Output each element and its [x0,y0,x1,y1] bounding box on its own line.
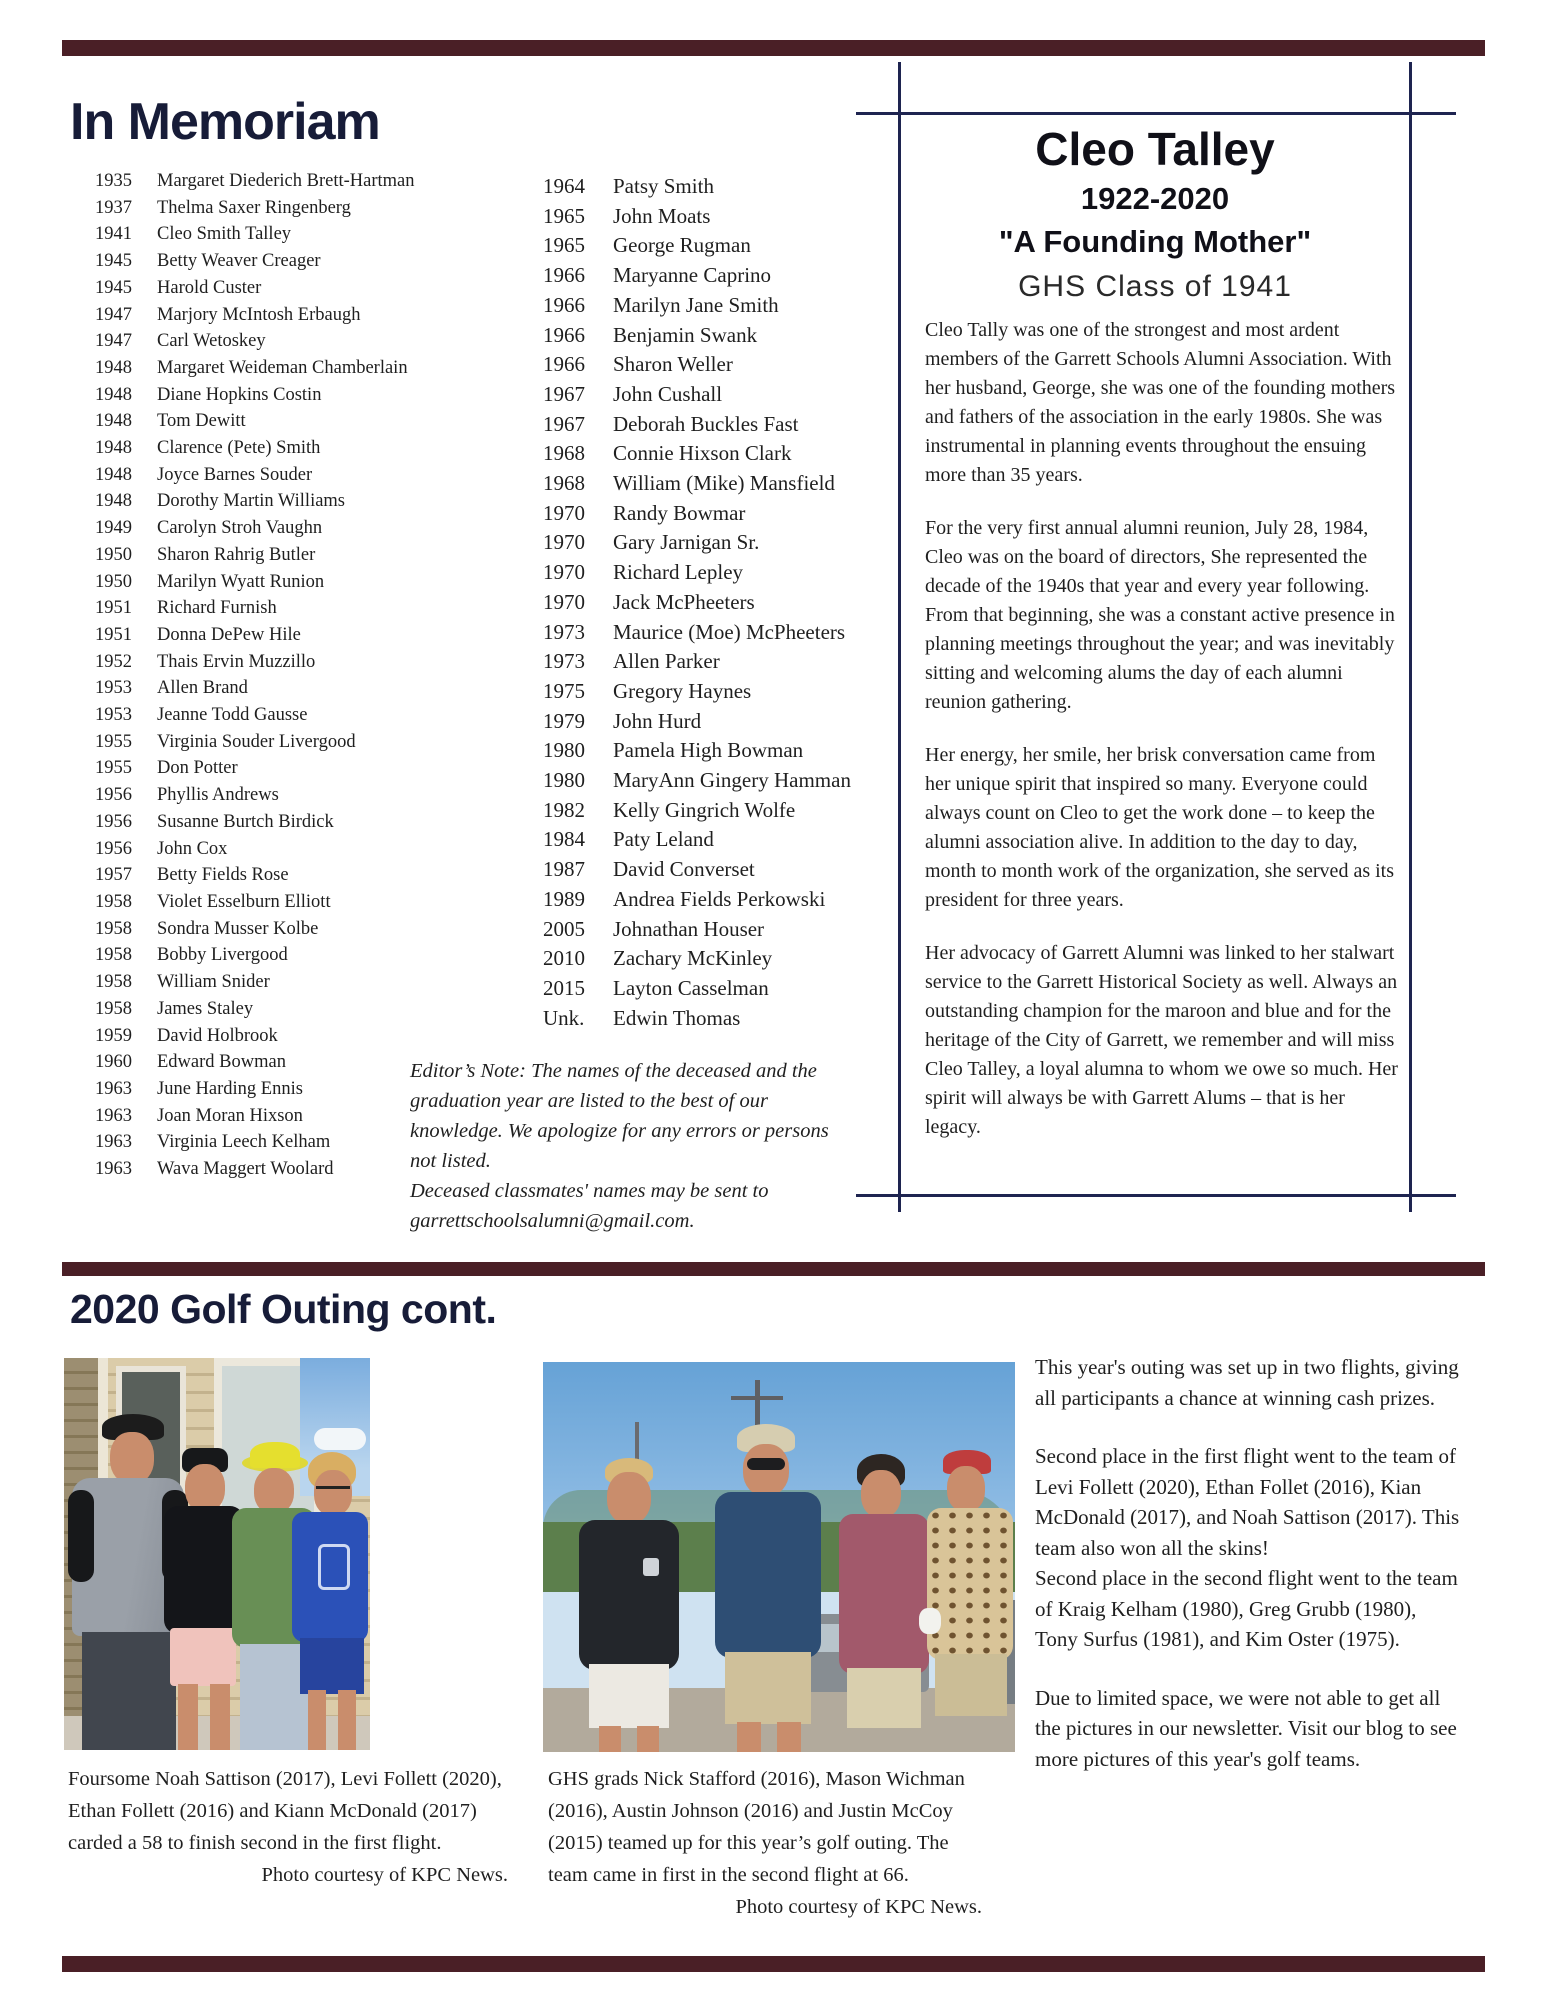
memoriam-entry [95,382,415,409]
memoriam-name: Connie Hixson Clark [613,441,792,466]
cleo-obituary-text [925,316,1405,1142]
memoriam-entry [95,1156,415,1183]
memoriam-year: 1963 [95,1159,132,1180]
memoriam-year: 1980 [543,768,585,793]
memoriam-year: 1979 [543,708,585,733]
golfer-figure-blue-tee [64,1358,370,1750]
memoriam-name: Deborah Buckles Fast [613,411,799,436]
memoriam-name: George Rugman [613,233,751,258]
memoriam-name: Gregory Haynes [613,678,752,703]
memoriam-entry [95,1023,415,1050]
editors-note-contact: Deceased classmates' names may be sent to garrettschoolsalumni@gmail.com. [410,1180,769,1232]
memoriam-name: Johnathan Houser [613,916,765,941]
memoriam-name: Susanne Burtch Birdick [157,811,334,832]
divider-top [62,40,1485,56]
memoriam-name: Virginia Souder Livergood [157,731,356,752]
memoriam-name: John Hurd [613,708,702,733]
memoriam-name: Bobby Livergood [157,945,288,966]
memoriam-entry [95,275,415,302]
memoriam-entry [543,707,851,737]
memoriam-name: Donna DePew Hile [157,624,301,645]
memoriam-year: 1965 [543,203,585,228]
memoriam-name: Randy Bowmar [613,500,746,525]
golfer-figure-leopard-shirt [543,1362,1015,1752]
memoriam-year: 1967 [543,411,585,436]
memoriam-entry [95,1049,415,1076]
memoriam-entry [543,231,851,261]
memoriam-year: 1964 [543,174,585,198]
memoriam-year: 1948 [95,438,132,459]
memoriam-entry [543,410,851,440]
memoriam-name: John Moats [613,203,711,228]
memoriam-entry [95,996,415,1023]
memoriam-name: John Cushall [613,381,723,406]
memoriam-year: 1956 [95,811,132,832]
memoriam-year: 1951 [95,598,132,619]
memoriam-name: Betty Weaver Creager [157,251,321,272]
caption-text: GHS grads Nick Stafford (2016), Mason Wichman (2016), Austin Johnson (2016) and Justin McCoy (2015) teamed up for this year’s golf outing. The team came in first in the second flight at 66. [548,1768,965,1886]
memoriam-entry [95,462,415,489]
memoriam-year: 1947 [95,331,132,352]
editors-note [410,1056,852,1236]
memoriam-entry [95,836,415,863]
memoriam-entry [543,825,851,855]
memoriam-entry [543,677,851,707]
memoriam-name: Paty Leland [613,827,714,852]
memoriam-name: Pamela High Bowman [613,738,804,763]
memoriam-year: 1937 [95,197,132,218]
memoriam-year: 1957 [95,865,132,886]
memoriam-entry [543,736,851,766]
memoriam-name: Maurice (Moe) McPheeters [613,619,846,644]
memoriam-year: 2015 [543,975,585,1000]
memoriam-entry [543,172,851,202]
memoriam-name: William (Mike) Mansfield [613,471,835,496]
memoriam-year: 1948 [95,357,132,378]
memoriam-name: Zachary McKinley [613,946,773,971]
memoriam-year: 1973 [543,649,585,674]
golf-paragraph: Second place in the first flight went to the team of Levi Follett (2020), Ethan Follet (2016), Kian McDonald (2017), and Noah Sattison (2017). This team also won all the skins! [1035,1444,1460,1560]
memoriam-year: 1941 [95,224,132,245]
memoriam-name: Don Potter [157,758,238,779]
memoriam-year: 1958 [95,918,132,939]
memoriam-year: 1956 [95,785,132,806]
cleo-name: Cleo Talley [1035,123,1275,175]
memoriam-year: 1966 [543,263,585,288]
memoriam-year: 1950 [95,544,132,565]
memoriam-entry [95,302,415,329]
memoriam-year: Unk. [543,1005,585,1030]
memoriam-entry [95,969,415,996]
memoriam-name: Margaret Weideman Chamberlain [157,357,408,378]
memoriam-year: 1980 [543,738,585,763]
cleo-paragraph: Cleo Tally was one of the strongest and most ardent members of the Garrett Schools Alumni Association. With her husband, George, she was one of the founding mothers and fathers of the association in the early 1980s. She was instrumental in planning events throughout the ensuing more than 35 years. [925,319,1396,486]
memoriam-entry [543,439,851,469]
memoriam-name: Edwin Thomas [613,1005,741,1030]
memoriam-year: 1948 [95,491,132,512]
memoriam-name: William Snider [157,972,270,993]
memoriam-year: 1955 [95,731,132,752]
memoriam-name: Marjory McIntosh Erbaugh [157,304,361,325]
memoriam-entry [543,796,851,826]
memoriam-entry [543,618,851,648]
memoriam-year: 2005 [543,916,585,941]
cleo-paragraph: Her advocacy of Garrett Alumni was linked to her stalwart service to the Garrett Historical Society as well. Always an outstanding champion for the maroon and blue and for the heritage of the City of Garrett, we remember and will miss Cleo Talley, a loyal alumna to whom we owe so much. Her spirit will always be with Garrett Alums – that is her legacy. [925,942,1398,1138]
memoriam-year: 1959 [95,1025,132,1046]
memoriam-name: Sharon Rahrig Butler [157,544,316,565]
divider-middle [62,1262,1485,1276]
memoriam-entry [95,809,415,836]
memoriam-name: Richard Furnish [157,598,277,619]
memoriam-year: 2010 [543,946,585,971]
memoriam-entry [543,528,851,558]
memoriam-name: Marilyn Wyatt Runion [157,571,325,592]
memoriam-entry [543,1004,851,1034]
memoriam-entry [95,168,415,195]
memoriam-entry [543,499,851,529]
cleo-epithet: "A Founding Mother" [998,224,1312,259]
memoriam-name: Carolyn Stroh Vaughn [157,518,323,539]
memoriam-entry [95,435,415,462]
memoriam-name: Cleo Smith Talley [157,224,292,245]
memoriam-entry [95,542,415,569]
memoriam-name: Thelma Saxer Ringenberg [157,197,351,218]
memoriam-name: Patsy Smith [613,174,714,198]
memoriam-entry [543,885,851,915]
memoriam-entry [95,408,415,435]
memoriam-entry [95,569,415,596]
memoriam-name: Gary Jarnigan Sr. [613,530,760,555]
memoriam-year: 1968 [543,441,585,466]
memoriam-entry [95,675,415,702]
memoriam-name: Sharon Weller [613,352,733,377]
memoriam-entry [543,558,851,588]
memoriam-year: 1960 [95,1052,132,1073]
memoriam-entry [95,916,415,943]
memoriam-entry [95,622,415,649]
memoriam-name: Carl Wetoskey [157,331,266,352]
photo-second-flight-foursome [543,1362,1015,1752]
golf-paragraph: Second place in the second flight went to the team of Kraig Kelham (1980), Greg Grubb (1980), Tony Surfus (1981), and Kim Oster (1975). [1035,1566,1458,1651]
memoriam-year: 1958 [95,945,132,966]
memoriam-entry [95,1076,415,1103]
memoriam-year: 1953 [95,678,132,699]
memoriam-entry [543,855,851,885]
memoriam-entry [95,782,415,809]
memoriam-name: Edward Bowman [157,1052,286,1073]
memoriam-year: 1947 [95,304,132,325]
cleo-paragraph: Her energy, her smile, her brisk conversation came from her unique spirit that inspired so many. Everyone could always count on Cleo to get the work done – to keep the alumni association alive. In addition to the day to day, month to month work of the organization, she served as its president for three years. [925,744,1394,911]
memoriam-year: 1966 [543,352,585,377]
caption-text: Foursome Noah Sattison (2017), Levi Follett (2020), Ethan Follett (2016) and Kiann McDonald (2017) carded a 58 to finish second in the first flight. [68,1768,502,1854]
memoriam-entry [95,649,415,676]
memoriam-year: 1963 [95,1105,132,1126]
cleo-class-line: GHS Class of 1941 [1018,270,1292,303]
memoriam-name: Maryanne Caprino [613,263,772,288]
memoriam-name: June Harding Ennis [157,1078,303,1099]
memoriam-year: 1953 [95,705,132,726]
memoriam-year: 1970 [543,589,585,614]
memoriam-year: 1967 [543,381,585,406]
memoriam-year: 1968 [543,471,585,496]
memoriam-name: Sondra Musser Kolbe [157,918,319,939]
memoriam-year: 1963 [95,1078,132,1099]
cleo-life-years: 1922-2020 [1080,181,1230,216]
memoriam-entry [543,380,851,410]
memoriam-name: Virginia Leech Kelham [157,1132,331,1153]
memoriam-entry [543,647,851,677]
memoriam-name: Richard Lepley [613,560,744,585]
memoriam-entry [95,595,415,622]
memoriam-entry [543,321,851,351]
memoriam-year: 1935 [95,171,132,191]
memoriam-year: 1958 [95,972,132,993]
memoriam-year: 1958 [95,998,132,1019]
memoriam-name: Diane Hopkins Costin [157,384,322,405]
cleo-paragraph: For the very first annual alumni reunion, July 28, 1984, Cleo was on the board of directors, She represented the decade of the 1940s that year and every year following. From that beginning, she was a constant active presence in planning meetings throughout the year; and was inevitably sitting and welcoming alums the day of each alumni reunion gathering. [925,517,1395,713]
memoriam-name: Jack McPheeters [613,589,755,614]
memoriam-year: 1945 [95,277,132,298]
memoriam-year: 1948 [95,384,132,405]
memoriam-year: 1965 [543,233,585,258]
memoriam-year: 1966 [543,292,585,317]
memoriam-year: 1958 [95,891,132,912]
memoriam-name: Allen Parker [613,649,720,674]
memoriam-name: Clarence (Pete) Smith [157,438,321,459]
memoriam-entry [95,729,415,756]
memoriam-year: 1955 [95,758,132,779]
cleo-talley-section [898,120,1412,1166]
memoriam-name: Kelly Gingrich Wolfe [613,797,796,822]
memoriam-entry [543,469,851,499]
memoriam-name: David Converset [613,857,755,882]
memoriam-year: 1966 [543,322,585,347]
memoriam-entry [543,915,851,945]
memoriam-entry [95,355,415,382]
memoriam-year: 1951 [95,624,132,645]
memoriam-entry [543,350,851,380]
memoriam-year: 1982 [543,797,585,822]
golf-outing-text [1035,1352,1460,1802]
photo-credit: Photo courtesy of KPC News. [261,1864,508,1886]
memoriam-name: Allen Brand [157,678,248,699]
memoriam-entry [95,248,415,275]
memoriam-entry [95,488,415,515]
memoriam-year: 1948 [95,411,132,432]
memoriam-entry [543,944,851,974]
memoriam-entry [543,291,851,321]
memoriam-year: 1963 [95,1132,132,1153]
memoriam-name: Thais Ervin Muzzillo [157,651,316,672]
memoriam-year: 1970 [543,530,585,555]
memoriam-entry [543,202,851,232]
memoriam-entry [95,755,415,782]
memoriam-name: Phyllis Andrews [157,785,279,806]
memoriam-year: 1970 [543,560,585,585]
memoriam-list-col2 [543,172,851,1033]
memoriam-entry [543,974,851,1004]
photo-credit: Photo courtesy of KPC News. [735,1896,982,1918]
memoriam-name: Wava Maggert Woolard [157,1159,334,1180]
memoriam-year: 1973 [543,619,585,644]
memoriam-name: Dorothy Martin Williams [157,491,346,512]
golf-outing-title: 2020 Golf Outing cont. [70,1286,497,1332]
memoriam-entry [95,702,415,729]
memoriam-entry [95,221,415,248]
memoriam-entry [543,261,851,291]
memoriam-year: 1984 [543,827,585,852]
memoriam-entry [95,862,415,889]
memoriam-year: 1945 [95,251,132,272]
memoriam-year: 1948 [95,464,132,485]
memoriam-name: Joan Moran Hixson [157,1105,303,1126]
memoriam-year: 1956 [95,838,132,859]
memoriam-year: 1950 [95,571,132,592]
memoriam-year: 1987 [543,857,585,882]
memoriam-name: Benjamin Swank [613,322,758,347]
memoriam-name: John Cox [157,838,228,859]
memoriam-name: Tom Dewitt [157,411,246,432]
memoriam-entry [95,1103,415,1130]
memoriam-entry [95,515,415,542]
memoriam-entry [95,328,415,355]
memoriam-entry [95,942,415,969]
photo-caption-middle [548,1763,982,1923]
memoriam-name: James Staley [157,998,254,1019]
memoriam-list-col1 [95,168,415,1183]
memoriam-name: Jeanne Todd Gausse [157,705,308,726]
cleo-frame-top-line [856,112,1456,115]
divider-bottom [62,1956,1485,1972]
memoriam-name: David Holbrook [157,1025,278,1046]
memoriam-name: Harold Custer [157,277,262,298]
memoriam-entry [95,889,415,916]
memoriam-year: 1989 [543,886,585,911]
cleo-frame-bottom-line [856,1194,1456,1197]
memoriam-entry [95,195,415,222]
memoriam-entry [543,766,851,796]
memoriam-name: Violet Esselburn Elliott [157,891,331,912]
memoriam-name: Betty Fields Rose [157,865,289,886]
memoriam-year: 1952 [95,651,132,672]
golf-paragraph: Due to limited space, we were not able to get all the pictures in our newsletter. Visit our blog to see more pictures of this year's golf teams. [1035,1685,1457,1771]
in-memoriam-title: In Memoriam [70,93,380,151]
memoriam-year: 1975 [543,678,585,703]
memoriam-name: Margaret Diederich Brett-Hartman [157,171,415,191]
memoriam-name: MaryAnn Gingery Hamman [613,768,851,793]
editors-note-text: Editor’s Note: The names of the deceased and the graduation year are listed to the best of our knowledge. We apologize for any errors or persons not listed. [410,1060,829,1172]
memoriam-name: Andrea Fields Perkowski [613,886,826,911]
photo-caption-left [68,1763,508,1891]
memoriam-entry [543,588,851,618]
golf-paragraph: This year's outing was set up in two flights, giving all participants a chance at winning cash prizes. [1035,1355,1459,1410]
memoriam-year: 1970 [543,500,585,525]
memoriam-name: Joyce Barnes Souder [157,464,313,485]
memoriam-year: 1949 [95,518,132,539]
photo-first-flight-foursome [64,1358,370,1750]
memoriam-entry [95,1129,415,1156]
memoriam-name: Marilyn Jane Smith [613,292,779,317]
memoriam-name: Layton Casselman [613,975,769,1000]
